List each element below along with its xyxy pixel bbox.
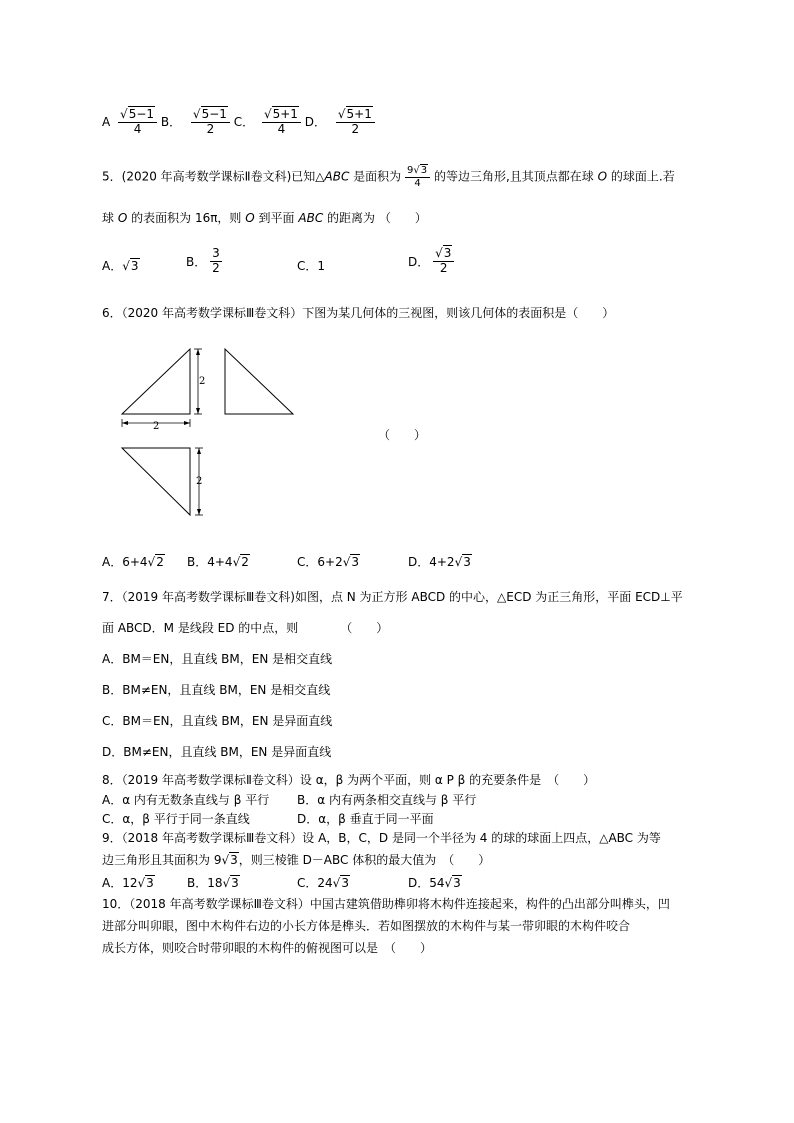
- q6-option-a: A．6+4√2: [102, 555, 164, 569]
- q5-option-d: D． $\frac{√3}{2}$: [408, 247, 454, 276]
- q9-option-d: D．54√3: [408, 876, 461, 890]
- q4-option-b-label: B．: [160, 114, 182, 129]
- dim-label-top-depth: 2: [196, 476, 203, 487]
- front-view-triangle: [122, 349, 190, 414]
- q6-option-c: C．6+2√3: [297, 555, 360, 569]
- q4-options: [102, 108, 375, 137]
- q4-option-d-label: D．: [304, 114, 327, 129]
- q7-option-d: D．BM≠EN，且直线 BM，EN 是异面直线: [102, 745, 332, 759]
- q4-option-a-value: $\frac{√5-1}{4}$: [118, 108, 157, 137]
- q7-option-a: A．BM＝EN，且直线 BM，EN 是相交直线: [102, 652, 333, 666]
- q4-option-a-label: A: [102, 114, 111, 129]
- q4-option-c-label: C．: [233, 114, 255, 129]
- q6-stem: 6．（2020 年高考数学课标Ⅲ卷文科）下图为某几何体的三视图，则该几何体的表面积是（ ）: [102, 306, 615, 320]
- q7-line-1: 7．（2019 年高考数学课标Ⅲ卷文科)如图，点 N 为正方形 ABCD 的中心，△ECD 为正三角形，平面 ECD⊥平: [102, 590, 683, 604]
- q7-line-2: 面 ABCD．M 是线段 ED 的中点，则 （ ）: [102, 621, 389, 635]
- q7-option-b: B．BM≠EN，且直线 BM，EN 是相交直线: [102, 683, 331, 697]
- q10-line-1: 10．（2018 年高考数学课标Ⅲ卷文科）中国古建筑借助榫卯将木构件连接起来，构件的凸出部分叫榫头，凹: [102, 897, 670, 911]
- dim-label-front-height: 2: [199, 376, 206, 387]
- q6-option-b: B．4+4√2: [187, 555, 249, 569]
- q9-option-c: C．24√3: [297, 876, 349, 890]
- q5-line-2: 球 O 的表面积为 16π，则 O 到平面 ABC 的距离为 （ ）: [102, 211, 427, 225]
- q6-three-view-figure: [115, 343, 305, 523]
- q5-option-c: C．1: [297, 259, 326, 273]
- q8-option-d: D．α，β 垂直于同一平面: [297, 812, 434, 826]
- q4-option-b-value: $\frac{√5-1}{2}$: [191, 108, 230, 137]
- top-view-triangle: [122, 448, 190, 515]
- q6-paren: （ ）: [378, 428, 427, 442]
- dim-label-front-width: 2: [153, 421, 160, 432]
- side-view-triangle: [225, 349, 293, 414]
- q5-option-a: A．√3: [102, 259, 139, 273]
- q7-option-c: C．BM＝EN，且直线 BM，EN 是异面直线: [102, 714, 333, 728]
- q10-line-3: 成长方体，则咬合时带卯眼的木构件的俯视图可以是 （ ）: [102, 941, 433, 955]
- q10-line-2: 进部分叫卯眼，图中木构件右边的小长方体是榫头．若如图摆放的木构件与某一带卯眼的木构件咬合: [102, 919, 631, 933]
- q5-line-1: 5．(2020 年高考数学课标Ⅱ卷文科)已知△ABC 是面积为 $\frac{9√3}{4}$ 的等边三角形,且其顶点都在球 O 的球面上.若: [102, 165, 675, 189]
- q4-option-c-value: $\frac{√5+1}{4}$: [262, 108, 301, 137]
- q8-option-b: B．α 内有两条相交直线与 β 平行: [297, 793, 477, 807]
- q6-option-d: D．4+2√3: [408, 555, 471, 569]
- q8-stem: 8．（2019 年高考数学课标Ⅱ卷文科）设 α，β 为两个平面，则 α P β 的充要条件是 （ ）: [102, 773, 596, 787]
- q8-option-c: C．α，β 平行于同一条直线: [102, 812, 250, 826]
- q5-option-b: B． $\frac{3}{2}$: [186, 246, 220, 275]
- q9-option-a: A．12√3: [102, 876, 154, 890]
- q9-line-1: 9．（2018 年高考数学课标Ⅲ卷文科）设 A，B，C，D 是同一个半径为 4 的球的球面上四点，△ABC 为等: [102, 831, 661, 845]
- q8-option-a: A．α 内有无数条直线与 β 平行: [102, 793, 270, 807]
- q9-line-2: 边三角形且其面积为 9√3，则三棱锥 D－ABC 体积的最大值为 （ ）: [102, 853, 491, 867]
- q5-area-fraction: $\frac{9√3}{4}$: [405, 165, 430, 189]
- q4-option-d-value: $\frac{√5+1}{2}$: [336, 108, 375, 137]
- q9-option-b: B．18√3: [187, 876, 239, 890]
